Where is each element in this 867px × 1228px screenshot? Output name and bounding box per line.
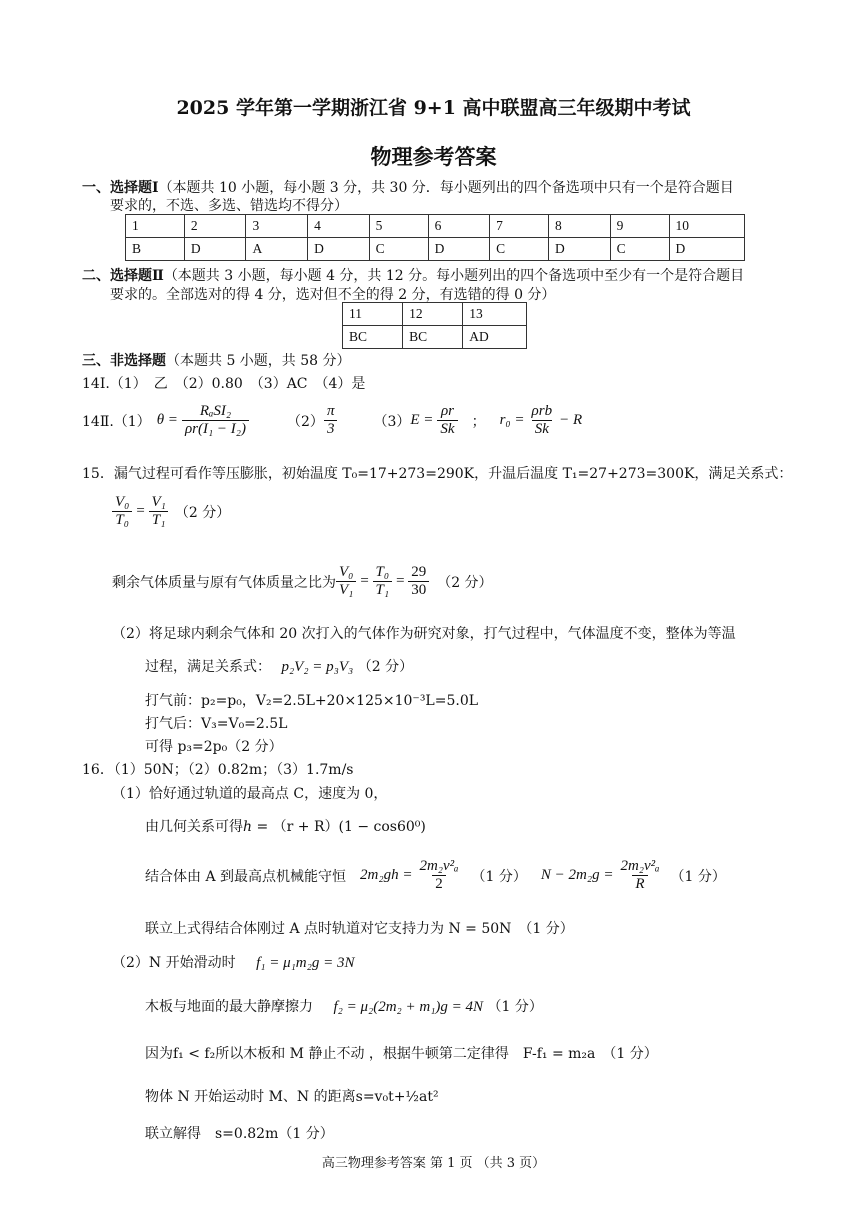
q15-f1-n2: V₁	[151, 494, 166, 510]
table-cell: 2	[184, 215, 246, 238]
q14b-fraction-4	[529, 403, 556, 439]
q16-l7-score: （1 分）	[487, 999, 543, 1015]
table-cell: D	[184, 238, 246, 261]
table-cell: D	[308, 238, 370, 261]
q14b-den2: 3	[324, 420, 338, 438]
table-cell: C	[610, 238, 669, 261]
table-cell: A	[246, 238, 308, 261]
q16-line2: （1）恰好通过轨道的最高点 C，速度为 0，	[112, 786, 388, 802]
q15-f2-frac-c	[408, 564, 429, 600]
table-cell: 9	[610, 215, 669, 238]
q16-l4-frac1	[416, 858, 461, 894]
section2-desc2: 要求的。全部选对的得 4 分，选对但不全的得 2 分，有选错的得 0 分）	[110, 287, 556, 303]
section3-heading: 三、非选择题	[82, 353, 166, 369]
q16-l4-num1: 2m₂v²ₐ	[419, 858, 459, 874]
q16-line4	[145, 858, 726, 894]
q16-line1: 16．（1）50N；（2）0.82m；（3）1.7m/s	[82, 762, 354, 778]
table-cell: AD	[463, 326, 527, 349]
section1-answer-table	[125, 214, 745, 261]
q15-line1: 15．漏气过程可看作等压膨胀，初始温度 T₀=17+273=290K，升温后温度 T₁=27+273=300K，满足关系式：	[82, 466, 793, 482]
q15-f2-n1: V₀	[339, 564, 354, 580]
table-cell: D	[669, 238, 744, 261]
table-cell: 3	[246, 215, 308, 238]
table-row	[126, 238, 745, 261]
q14b-num3: ρr	[440, 403, 455, 419]
table-cell: 13	[463, 303, 527, 326]
q15-result: 可得 p₃=2p₀（2 分）	[145, 739, 283, 755]
q16-line8: 因为f₁ < f₂所以木板和 M 静止不动 ，根据牛顿第二定律得 F-f₁ = m₂a （1 分）	[145, 1046, 658, 1062]
q14b-den1: ρr(I₁ − I₂)	[182, 420, 249, 438]
q14b-theta: θ =	[156, 412, 178, 429]
q14b-fraction-2	[324, 403, 338, 439]
q15-formula-2: 剩余气体质量与原有气体质量之比为 $\frac{\text{V₀}}{\text{V₁}}$ = $\frac{\text{T₀}}{\text{T₁}}$ = $\frac{29}{30}$ （2 分）	[112, 564, 493, 599]
q16-l4-den1: 2	[432, 875, 446, 893]
table-cell: 10	[669, 215, 744, 238]
q14b-r0-tail: − R	[559, 412, 583, 429]
table-cell: 4	[308, 215, 370, 238]
q15-ratio-text: 剩余气体质量与原有气体质量之比为	[112, 574, 336, 591]
section3-desc: （本题共 5 小题，共 58 分）	[166, 353, 351, 369]
q15-after: 打气后：V₃=V₀=2.5L	[145, 716, 288, 732]
q14b-fraction-3	[437, 403, 457, 439]
table-cell: 11	[343, 303, 403, 326]
q15-f1-eq: =	[135, 503, 146, 520]
table-row	[126, 215, 745, 238]
table-cell: 6	[428, 215, 490, 238]
q16-line5: 联立上式得结合体刚过 A 点时轨道对它支持力为 N = 50N （1 分）	[145, 921, 574, 937]
q14b-den4: Sk	[532, 420, 552, 438]
q15-f2-frac-b	[373, 564, 393, 600]
q15-formula-1	[112, 494, 230, 530]
q16-l6-text: （2）N 开始滑动时	[112, 955, 236, 971]
q14b-den3: Sk	[437, 420, 457, 438]
table-cell: 8	[549, 215, 611, 238]
q15-before: 打气前：p₂=p₀，V₂=2.5L+20×125×10⁻³L=5.0L	[145, 693, 479, 709]
table-cell: BC	[343, 326, 403, 349]
q15-f2-d1: V₁	[336, 581, 356, 599]
table-cell: 5	[369, 215, 428, 238]
table-row	[343, 303, 527, 326]
page-subtitle: 物理参考答案	[370, 144, 497, 169]
q15-part2-eq: p₂V₂ = p₃V₃	[281, 659, 354, 675]
q14b-label: 14Ⅱ.（1）	[82, 413, 151, 430]
q15-f2-d3: 30	[408, 581, 429, 599]
q15-part2-line1: （2）将足球内剩余气体和 20 次打入的气体作为研究对象，打气过程中，气体温度不变，整体为等温	[112, 626, 736, 642]
table-cell: C	[490, 238, 549, 261]
q15-f1-d2: T₁	[149, 511, 169, 529]
q15-f1-d1: T₀	[112, 511, 132, 529]
q14b-line	[82, 403, 582, 439]
table-cell: B	[126, 238, 185, 261]
section2-answer-table	[342, 302, 527, 349]
q14b-sep: ；	[471, 413, 486, 430]
q14b-r0-lhs: r₀ =	[499, 412, 525, 429]
q16-line9: 物体 N 开始运动时 M、N 的距离s=v₀t+½at²	[145, 1089, 439, 1105]
q15-f2-n3: 29	[411, 564, 427, 580]
section2-line1	[82, 265, 744, 285]
q16-l4-num2: 2m₂v²ₐ	[620, 858, 660, 874]
q15-part2-score: （2 分）	[357, 659, 414, 675]
section1-line1	[82, 177, 734, 197]
section3-line	[82, 350, 351, 370]
q14b-p2: （2）	[287, 413, 324, 430]
q16-line3: 由几何关系可得ℎ = （r + R）(1 − cos60⁰)	[145, 819, 426, 835]
q15-f1-frac-a	[112, 494, 132, 530]
q15-f2-d2: T₁	[373, 581, 393, 599]
q16-l6-eq: f₁ = μ₁m₂g = 3N	[256, 955, 355, 971]
table-cell: C	[369, 238, 428, 261]
q14b-fraction-1	[182, 403, 249, 439]
page-footer: 高三物理参考答案 第 1 页 （共 3 页）	[321, 1156, 546, 1171]
q15-f2-frac-a	[336, 564, 356, 600]
exam-title: 2025 学年第一学期浙江省 9+1 高中联盟高三年级期中考试	[176, 97, 691, 119]
q16-l4-score2: （1 分）	[670, 868, 726, 885]
q16-line7	[145, 996, 543, 1016]
q15-f2-n2: T₀	[375, 564, 390, 580]
table-cell: D	[428, 238, 490, 261]
q16-l4-text: 结合体由 A 到最高点机械能守恒	[145, 868, 347, 885]
section1-heading: 一、选择题Ⅰ	[82, 180, 159, 196]
q16-l7-text: 木板与地面的最大静摩擦力	[145, 999, 313, 1015]
q16-l7-eq: f₂ = μ₂(2m₂ + m₁)g = 4N	[333, 999, 484, 1015]
q16-l4-frac2	[617, 858, 662, 894]
q16-line6	[112, 952, 355, 972]
section1-desc2: 要求的，不选、多选、错选均不得分）	[110, 198, 348, 214]
section2-heading: 二、选择题Ⅱ	[82, 268, 164, 284]
q16-l4-eq1: 2m₂gh =	[360, 867, 413, 884]
table-cell: 12	[403, 303, 463, 326]
q14b-num2: π	[326, 403, 335, 419]
table-cell: BC	[403, 326, 463, 349]
q15-part2-text: 过程，满足关系式：	[145, 659, 271, 675]
q16-l4-eq2: N − 2m₂g =	[540, 867, 614, 884]
section1-desc1: （本题共 10 小题，每小题 3 分，共 30 分．每小题列出的四个备选项中只有一个是符合题目	[158, 180, 734, 196]
q14a-answer: 14Ⅰ.（1） 乙 （2）0.80 （3）AC （4）是	[82, 376, 366, 392]
q16-l4-score1: （1 分）	[471, 868, 527, 885]
q15-part2-line2	[145, 656, 413, 676]
q15-f2-score: （2 分）	[437, 574, 493, 591]
q16-l4-den2: R	[632, 875, 647, 893]
section2-desc1: （本题共 3 小题，每小题 4 分，共 12 分。每小题列出的四个备选项中至少有一个是符合题目	[163, 268, 745, 284]
q14b-num4: ρrb	[531, 403, 553, 419]
q16-line10: 联立解得 s=0.82m（1 分）	[145, 1126, 334, 1142]
q15-f1-frac-b	[149, 494, 169, 530]
q14b-p3: （3）	[373, 413, 411, 430]
table-cell: D	[549, 238, 611, 261]
q15-f1-score: （2 分）	[174, 504, 231, 521]
table-row	[343, 326, 527, 349]
q14b-num1: RₐSI₂	[199, 403, 232, 419]
q14b-e-lhs: E =	[410, 412, 434, 429]
q15-f1-n1: V₀	[115, 494, 130, 510]
table-cell: 1	[126, 215, 185, 238]
table-cell: 7	[490, 215, 549, 238]
